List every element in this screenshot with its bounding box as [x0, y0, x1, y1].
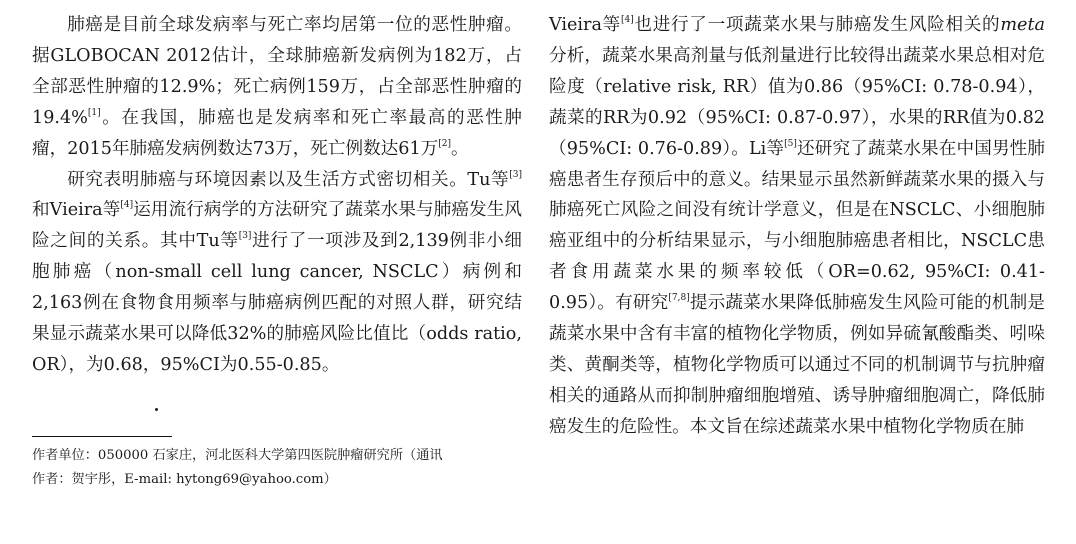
- text-run: 运用流行病学的方法研究了蔬菜水果与肺癌发生风险之间的关系。其中Tu等: [32, 200, 522, 252]
- intro-paragraph: [32, 10, 522, 165]
- footnote-line: 作者：贺宇彤，E-mail: hytong69@yahoo.com）: [32, 472, 337, 487]
- research-paragraph: [32, 165, 522, 381]
- citation-ref-4[interactable]: [4]: [120, 200, 134, 211]
- text-run: 进行了一项涉及到2,139例非小细胞肺癌（non-small cell lung cancer, NSCLC）病例和2,163例在食物食用频率与肺癌病例匹配的对照人群，研究结果显示蔬菜水果可以降低32%的肺癌风险比值比（odds ratio, OR），为0.68，95%CI为0.55-0.85。: [32, 231, 522, 375]
- meta-italic: meta: [1000, 15, 1045, 35]
- text-run: 研究表明肺癌与环境因素以及生活方式密切相关。Tu等: [67, 169, 510, 190]
- text-run: 分析，蔬菜水果高剂量与低剂量进行比较得出蔬菜水果总相对危险度（relative risk, RR）值为0.86（95%CI: 0.78-0.94），蔬菜的RR为0.92（95%CI: 0.87-0.97），水果的RR值为0.82（95%CI: 0.76-0.89）。Li等: [549, 45, 1045, 159]
- citation-ref-5[interactable]: [5]: [784, 138, 797, 149]
- author-footnote: [32, 444, 532, 492]
- text-run: 。: [451, 138, 469, 159]
- footnote-line: 作者单位：050000 石家庄，河北医科大学第四医院肿瘤研究所（通讯: [32, 448, 443, 463]
- citation-ref-2[interactable]: [2]: [438, 138, 451, 149]
- text-run: 提示蔬菜水果降低肺癌发生风险可能的机制是蔬菜水果中含有丰富的植物化学物质，例如异硫氰酸酯类、吲哚类、黄酮类等，植物化学物质可以通过不同的机制调节与抗肿瘤相关的通路从而抑制肿瘤细胞增殖、诱导肿瘤细胞凋亡，降低肺癌发生的危险性。本文旨在综述蔬菜水果中植物化学物质在肺: [549, 293, 1045, 437]
- text-run: Vieira等: [549, 15, 621, 35]
- text-run: 也进行了一项蔬菜水果与肺癌发生风险相关的: [633, 15, 1001, 35]
- continued-paragraph: [549, 10, 1045, 443]
- citation-ref-4[interactable]: [4]: [620, 15, 634, 25]
- text-run: 肺癌是目前全球发病率与死亡率均居第一位的恶性肿瘤。据GLOBOCAN 2012估计，全球肺癌新发病例为182万，占全部恶性肿瘤的12.9%；死亡病例159万，占全部恶性肿瘤的19.4%: [32, 15, 522, 128]
- citation-ref-3[interactable]: [3]: [238, 231, 252, 242]
- citation-ref-7-8[interactable]: [7,8]: [668, 293, 690, 304]
- text-run: 和Vieira等: [32, 200, 121, 221]
- right-column: [549, 10, 1045, 443]
- left-column: [32, 10, 522, 381]
- stray-dot: [155, 408, 158, 411]
- citation-ref-3[interactable]: [3]: [509, 169, 522, 180]
- footnote-rule: [32, 436, 172, 437]
- citation-ref-1[interactable]: [1]: [87, 107, 101, 118]
- text-run: 。在我国，肺癌也是发病率和死亡率最高的恶性肿瘤，2015年肺癌发病例数达73万，死亡例数达61万: [32, 107, 522, 159]
- text-run: 还研究了蔬菜水果在中国男性肺癌患者生存预后中的意义。结果显示虽然新鲜蔬菜水果的摄入与肺癌死亡风险之间没有统计学意义，但是在NSCLC、小细胞肺癌亚组中的分析结果显示，与小细胞肺癌患者相比，NSCLC患者食用蔬菜水果的频率较低（OR=0.62, 95%CI: 0.41-0.95）。有研究: [549, 138, 1045, 314]
